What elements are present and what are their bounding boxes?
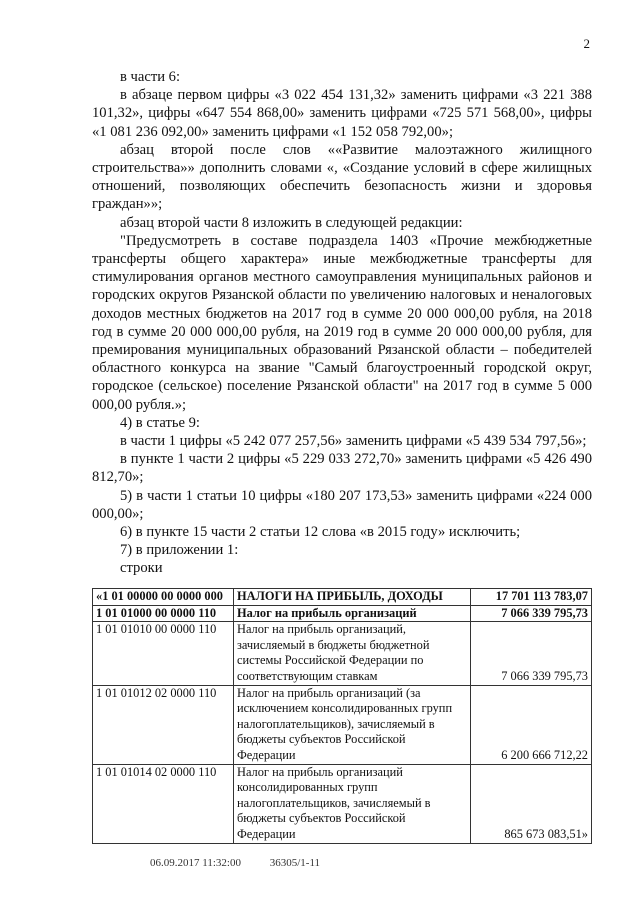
footer-doc-id: 36305/1-11 xyxy=(269,857,321,869)
table-row xyxy=(93,605,592,622)
amount-cell: 17 701 113 783,07 xyxy=(471,589,592,606)
paragraph: 7) в приложении 1: xyxy=(120,542,239,559)
revenue-table xyxy=(92,588,592,844)
code-cell: «1 01 00000 00 0000 000 xyxy=(93,589,234,606)
code-cell: 1 01 01010 00 0000 110 xyxy=(93,622,234,685)
code-cell: 1 01 01012 02 0000 110 xyxy=(93,685,234,764)
paragraph: абзац второй части 8 изложить в следующей редакции: xyxy=(120,214,463,231)
name-cell: Налог на прибыль организаций (за исключением консолидированных групп налогоплательщиков), зачисляемый в бюджеты субъектов Российской Федерации xyxy=(234,685,471,764)
document-body xyxy=(92,68,592,578)
document-footer xyxy=(150,857,346,869)
name-cell: Налог на прибыль организаций, зачисляемый в бюджеты бюджетной системы Российской Федерации по соответствующим ставкам xyxy=(234,622,471,685)
amount-cell: 7 066 339 795,73 xyxy=(471,622,592,685)
name-cell: Налог на прибыль организаций консолидированных групп налогоплательщиков, зачисляемый в бюджеты субъектов Российской Федерации xyxy=(234,764,471,843)
code-cell: 1 01 01014 02 0000 110 xyxy=(93,764,234,843)
paragraph: в части 1 цифры «5 242 077 257,56» заменить цифрами «5 439 534 797,56»; xyxy=(120,433,587,450)
paragraph: абзац второй после слов ««Развитие малоэтажного жилищного строительства»» дополнить словами «, «Создание условий в сфере жилищных отношений, позволяющих обеспечить безопасность жизни и здоровья граждан»»; xyxy=(92,141,592,213)
footer-timestamp: 06.09.2017 11:32:00 xyxy=(150,857,241,869)
name-cell: Налог на прибыль организаций xyxy=(234,605,471,622)
paragraph: в пункте 1 части 2 цифры «5 229 033 272,70» заменить цифрами «5 426 490 812,70»; xyxy=(92,451,592,486)
paragraph: в абзаце первом цифры «3 022 454 131,32» заменить цифрами «3 221 388 101,32», цифры «647 554 868,00» заменить цифрами «725 571 568,00», цифры «1 081 236 092,00» заменить цифрами «1 152 058 792,00»; xyxy=(92,87,592,140)
code-cell: 1 01 01000 00 0000 110 xyxy=(93,605,234,622)
table-row xyxy=(93,764,592,843)
table-row xyxy=(93,622,592,685)
name-cell: НАЛОГИ НА ПРИБЫЛЬ, ДОХОДЫ xyxy=(234,589,471,606)
paragraph: в части 6: xyxy=(120,69,181,85)
paragraph: 6) в пункте 15 части 2 статьи 12 слова «в 2015 году» исключить; xyxy=(120,524,521,541)
paragraph: 4) в статье 9: xyxy=(120,414,200,431)
table-row xyxy=(93,589,592,606)
amount-cell: 7 066 339 795,73 xyxy=(471,605,592,622)
paragraph: 5) в части 1 статьи 10 цифры «180 207 173,53» заменить цифрами «224 000 000,00»; xyxy=(92,487,592,522)
page-number: 2 xyxy=(583,36,590,51)
table-row xyxy=(93,685,592,764)
paragraph: строки xyxy=(120,560,163,577)
paragraph: "Предусмотреть в составе подраздела 1403 «Прочие межбюджетные трансферты общего характера» иные межбюджетные трансферты для стимулирования органов местного самоуправления муниципальных районов и городских округов Рязанской области по увеличению налоговых и неналоговых доходов местных бюджетов на 2017 год в сумме 20 000 000,00 рубля, на 2018 год в сумме 20 000 000,00 рубля, на 2019 год в сумме 20 000 000,00 рубля, для премирования муниципальных образований Рязанской области – победителей областного конкурса на звание "Самый благоустроенный городской округ, городское (сельское) поселение Рязанской области" на 2017 год в сумме 5 000 000,00 рубля.»; xyxy=(92,232,592,413)
amount-cell: 865 673 083,51» xyxy=(471,764,592,843)
amount-cell: 6 200 666 712,22 xyxy=(471,685,592,764)
revenue-table-container xyxy=(92,588,592,844)
